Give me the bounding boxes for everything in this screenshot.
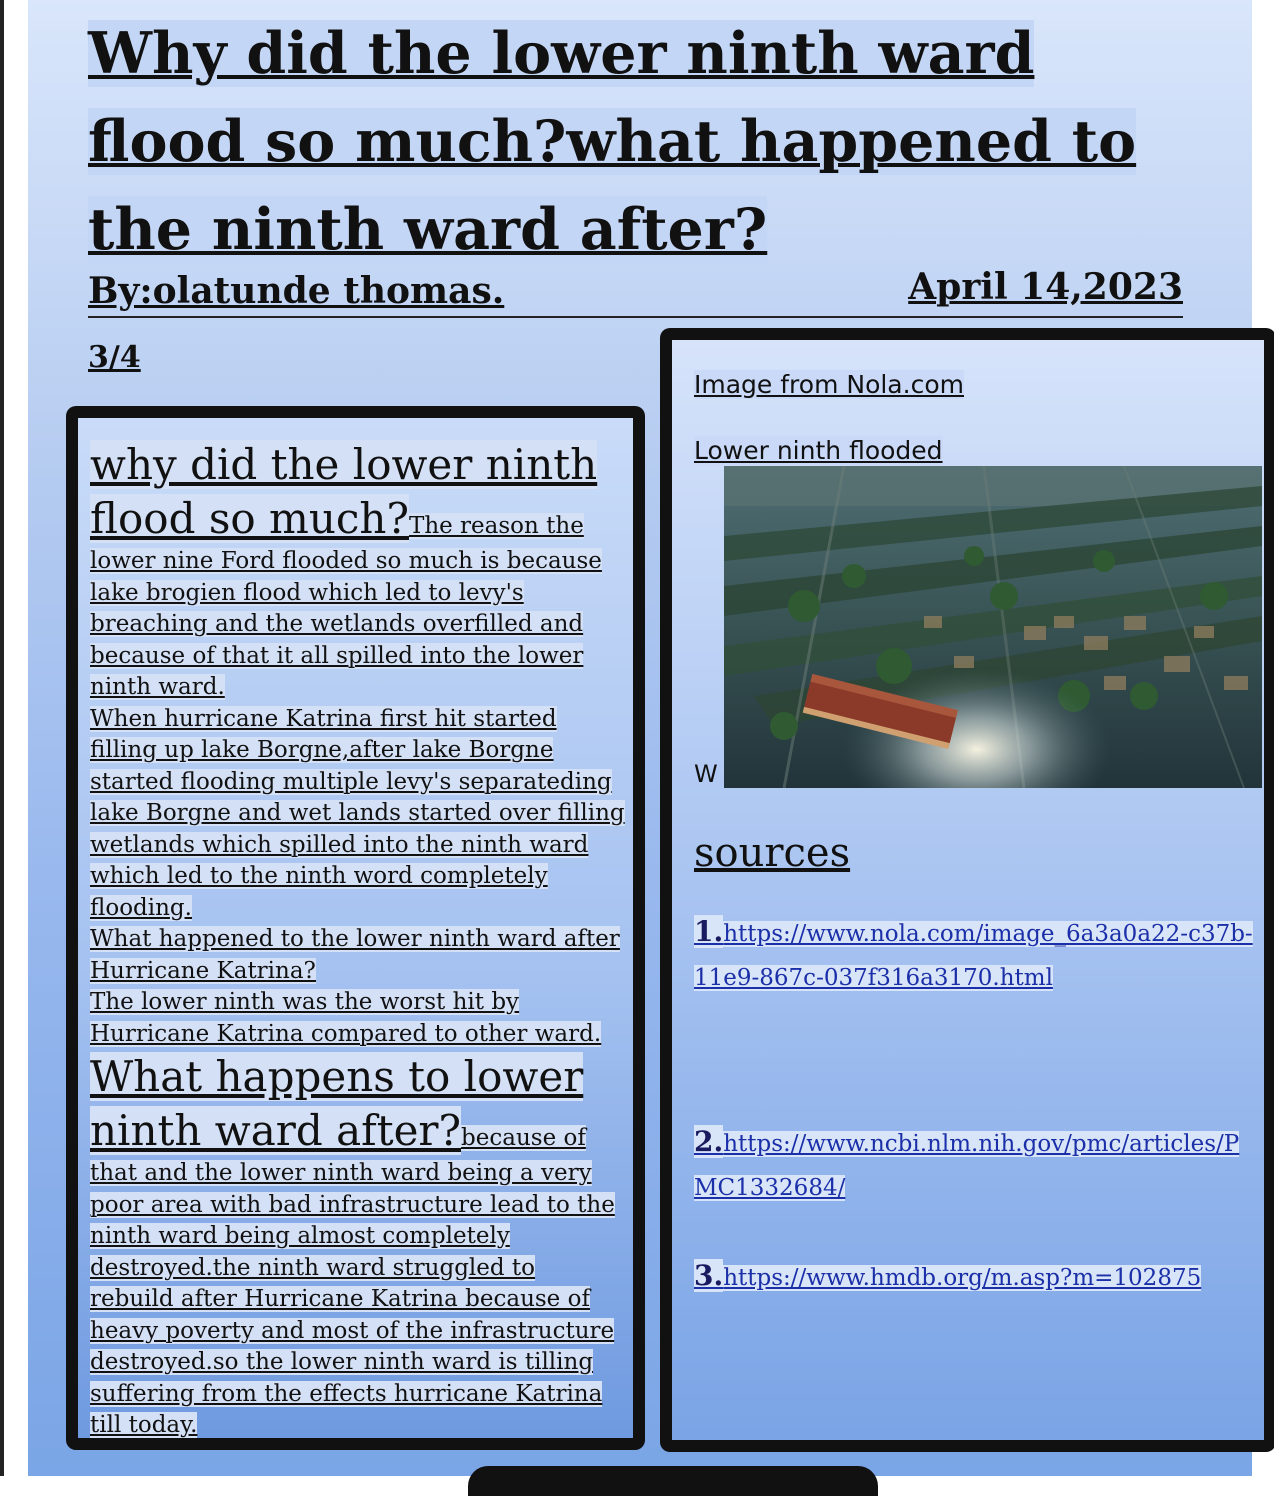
question-after-katrina: What happened to the lower ninth ward after Hurricane Katrina? xyxy=(90,926,620,984)
source-number: 2. xyxy=(694,1125,724,1158)
partial-text: W xyxy=(694,760,718,788)
paragraph-aftermath: because of that and the lower ninth ward being a very poor area with bad infrastructure lead to the ninth ward being almost completely destroyed.the ninth ward struggled to rebuild after Hurricane Katrina because of heavy poverty and most of the infrastructure destroyed.so the lower ninth ward is tilling suffering from the effects hurricane Katrina till today. xyxy=(90,1125,615,1438)
sources-heading: sources xyxy=(694,830,851,876)
author: By:olatunde thomas. xyxy=(88,270,505,312)
source-number: 3. xyxy=(694,1259,724,1292)
source-link-1[interactable] xyxy=(694,910,1254,1000)
source-link-2[interactable] xyxy=(694,1120,1254,1210)
image-credit: Image from Nola.com xyxy=(694,370,964,399)
paragraph-reason: The reason the lower nine Ford flooded so much is because lake brogien flood which led to levy's breaching and the wetlands overfilled and because of that it all spilled into the lower ninth ward. xyxy=(90,513,602,700)
paragraph-katrina-hit: When hurricane Katrina first hit started filling up lake Borgne,after lake Borgne started flooding multiple levy's separateding lake Borgne and wet lands started over filling wetlands which spilled into the ninth ward which led to the ninth word completely flooding. xyxy=(90,705,625,921)
source-number: 1. xyxy=(694,915,724,948)
heading-what-happens: What happens to lower ninth ward after? xyxy=(90,1052,584,1155)
byline xyxy=(88,266,1183,318)
source-url[interactable]: https://www.nola.com/image_6a3a0a22-c37b-11e9-867c-037f316a3170.html xyxy=(694,921,1253,991)
heading-why-flood: why did the lower ninth flood so much? xyxy=(90,440,598,543)
bottom-edge-shape xyxy=(468,1466,878,1496)
article-panel xyxy=(66,406,645,1450)
paragraph-worst-hit: The lower ninth was the worst hit by Hurricane Katrina compared to other ward. xyxy=(90,989,602,1047)
newsletter-page xyxy=(28,0,1252,1476)
flood-photo-illustration xyxy=(724,466,1262,788)
image-caption: Lower ninth flooded xyxy=(694,436,943,465)
page-title xyxy=(88,10,1208,274)
source-url[interactable]: https://www.ncbi.nlm.nih.gov/pmc/articles/PMC1332684/ xyxy=(694,1131,1240,1201)
source-link-3[interactable] xyxy=(694,1254,1254,1300)
source-url[interactable]: https://www.hmdb.org/m.asp?m=102875 xyxy=(723,1265,1202,1291)
media-sources-panel xyxy=(660,328,1274,1452)
date: April 14,2023 xyxy=(908,266,1183,308)
flood-aerial-photo xyxy=(724,466,1262,788)
article-text xyxy=(90,438,625,1442)
page-edge xyxy=(0,0,4,1476)
title-text: Why did the lower ninth ward flood so much?what happened to the ninth ward after? xyxy=(88,20,1137,263)
page-number: 3/4 xyxy=(88,340,141,375)
